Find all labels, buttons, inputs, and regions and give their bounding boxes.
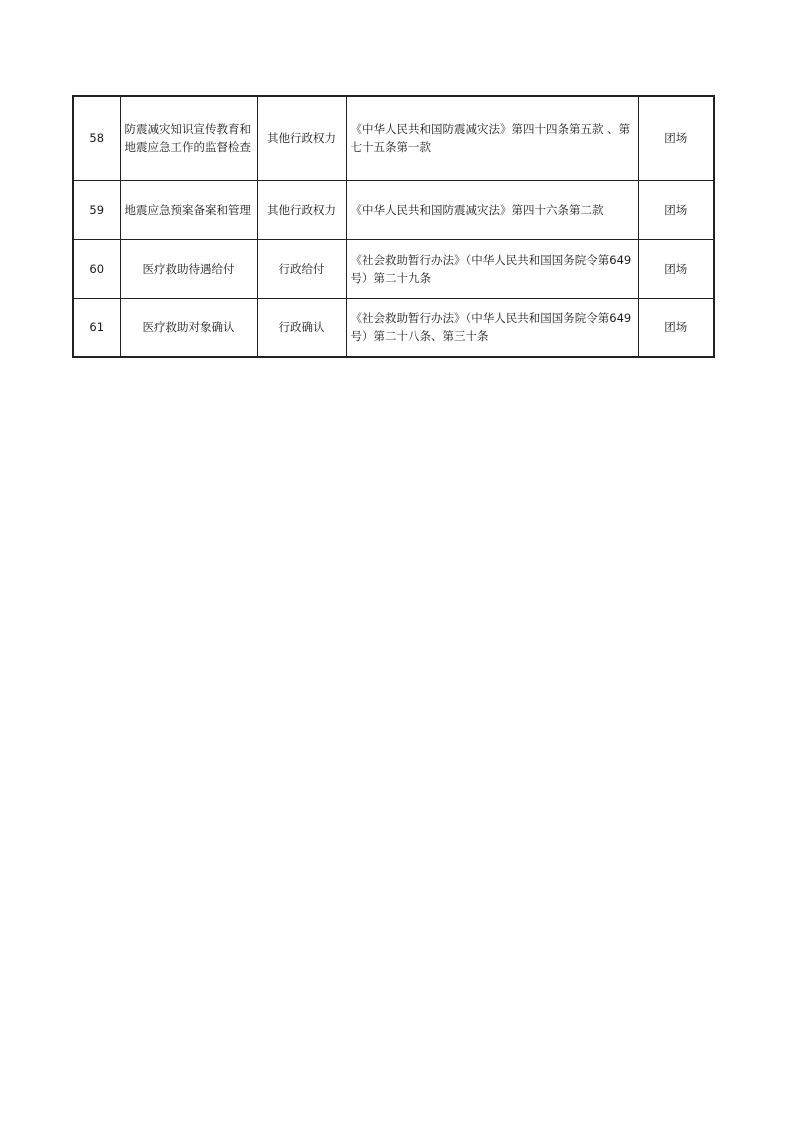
power-item-name: 医疗救助待遇给付 [120,239,257,298]
power-item-name: 地震应急预案备案和管理 [120,180,257,239]
power-type: 其他行政权力 [257,180,346,239]
implementing-unit: 团场 [638,239,714,298]
row-number: 61 [73,298,120,357]
power-type: 行政确认 [257,298,346,357]
implementing-unit: 团场 [638,180,714,239]
power-list-table [72,95,715,358]
implementing-unit: 团场 [638,96,714,180]
table-row [73,96,714,180]
power-item-name: 医疗救助对象确认 [120,298,257,357]
table-row [73,180,714,239]
implementing-unit: 团场 [638,298,714,357]
legal-basis: 《中华人民共和国防震减灾法》第四十四条第五款 、第七十五条第一款 [346,96,638,180]
table-row [73,239,714,298]
legal-basis: 《社会救助暂行办法》（中华人民共和国国务院令第649号）第二十九条 [346,239,638,298]
power-type: 行政给付 [257,239,346,298]
row-number: 60 [73,239,120,298]
table-row [73,298,714,357]
row-number: 59 [73,180,120,239]
row-number: 58 [73,96,120,180]
power-item-name: 防震减灾知识宣传教育和地震应急工作的监督检查 [120,96,257,180]
legal-basis: 《社会救助暂行办法》（中华人民共和国国务院令第649号）第二十八条、第三十条 [346,298,638,357]
legal-basis: 《中华人民共和国防震减灾法》第四十六条第二款 [346,180,638,239]
power-type: 其他行政权力 [257,96,346,180]
